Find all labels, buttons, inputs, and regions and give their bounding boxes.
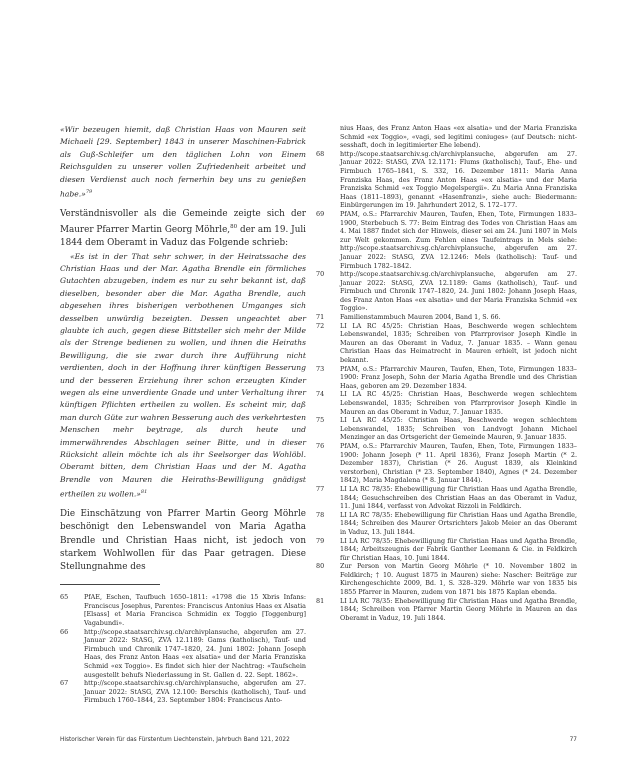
body-paragraph: Verständnisvoller als die Gemeinde zeigte sich der Maurer Pfarrer Martin Georg Möhrle,$^{80}$ der am 19. Juli 1844 dem Oberamt in Vaduz das Folgende schrieb: bbox=[60, 208, 306, 249]
footnote-number: 78 bbox=[316, 510, 325, 519]
footnote-ref: 79 bbox=[85, 189, 93, 196]
footnote-number: 70 bbox=[316, 270, 325, 279]
footnote-divider bbox=[60, 584, 160, 585]
footnote-text: LI LA RC 78/35: Ehebewilligung für Christian Haas und Agatha Brendle, 1844; Schreiben von Pfarrer Martin Georg Möhrle in Mauren an das Oberamt in Vaduz, 19. Juli 1844. bbox=[340, 596, 577, 622]
footnote-number: 75 bbox=[316, 416, 325, 425]
footnote-text: LI LA RC 45/25: Christian Haas, Beschwerde wegen schlechtem Lebenswandel, 1835; Schreiben von Landvogt Johann Michael Menzinger an das Ortsgericht der Gemeinde Mauren, 9. Januar 1835. bbox=[340, 416, 577, 442]
footnote-text: LI LA RC 78/35: Ehebewilligung für Christian Haas und Agatha Brendle, 1844; Schreiben des Maurer Ortsrichters Jakob Meier an das Oberamt in Vaduz, 13. Juli 1844. bbox=[340, 510, 577, 536]
footnote-number: 77 bbox=[316, 484, 325, 493]
body-paragraph: Die Einschätzung von Pfarrer Martin Georg Möhrle beschönigt den Lebenswandel von Maria Agatha Brendle und Christian Haas nicht, ist jedoch von starkem Wohlwollen für das Paar getragen. Diese Stellungnahme des bbox=[60, 509, 306, 572]
footnote bbox=[316, 270, 577, 313]
footnote-text: LI LA RC 45/25: Christian Haas, Beschwerde wegen schlechtem Lebenswandel, 1835; Schreiben von Pfarrprovisor Joseph Kindle in Mauren an das Oberamt in Vaduz, 7. Januar 1835. bbox=[340, 390, 577, 416]
footnote-text: PfAM, o.S.: Pfarrarchiv Mauren, Taufen, Ehen, Tote, Firmungen 1833–1900: Johann Joseph (* 11. April 1836), Franz Joseph Martin (* 2. Dezember 1837), Christian (* 26. August 1839, als Kleinkind verstorben), Christian (* 23. September 1840), Agnes (* 24. Dezember 1842), Maria Magdalena (* 8. Januar 1844). bbox=[340, 441, 577, 485]
footnote-number: 69 bbox=[316, 209, 325, 218]
footnote-number: 73 bbox=[316, 364, 325, 373]
footnote-text: PfAE, Eschen, Taufbuch 1650–1811: «1798 die 15 Xbris Infans: Franciscus Josephus, Parentes: Franciscus Antonius Haas ex Alsatia [Elsass] et Maria Franciscа Schmidin ex Toggio [Toggenburg] Vagabundi». bbox=[84, 593, 306, 627]
footnote-text: http://scope.staatsarchiv.sg.ch/archivplansuche, abgerufen am 27. Januar 2022: StASG, ZVA 12.1171: Flums (katholisch), Tauf-, Ehe- und Firmbuch 1765–1841, S. 332, 16. Dezember 1811: Maria Anna Franziska Haas, des Franz Anton Haas «ex alsatia» und der Maria Franziska Schmid «ex Toggio Megelspergii». Zu Maria Anna Franziska Haas (1811–1893), genannt «Hasenfranzi», siehe auch: Biedermann: Einbürgerungen im 19. Jahrhundert 2012, S. 172–177. bbox=[340, 149, 577, 210]
footnote-text: Zur Person von Martin Georg Möhrle (* 10. November 1802 in Feldkirch; † 10. August 1875 in Mauren) siehe: Nascher: Beiträge zur Kirchengeschichte 2009, Bd. 1, S. 328–329. Möhrle war von 1835 bis 1855 Pfarrer in Mauren, zudem von 1871 bis 1875 Kaplan ebenda. bbox=[340, 562, 577, 597]
footnote bbox=[316, 442, 577, 485]
footnote-ref: 80 bbox=[230, 224, 238, 231]
footnote bbox=[316, 537, 577, 563]
footnote-continuation: nius Haas, des Franz Anton Haas «ex alsatia» und der Maria Franziska Schmid «ex Toggio», «vagi, sed legitimi coniuges» (auf Deutsch: nicht-sesshaft, doch in legitimierter Ehe lebend). bbox=[340, 124, 577, 150]
footnote bbox=[316, 511, 577, 537]
footnotes-right bbox=[316, 150, 577, 623]
footnote-number: 74 bbox=[316, 390, 325, 399]
footnote bbox=[316, 562, 577, 596]
footnote bbox=[316, 322, 577, 365]
footnotes-left bbox=[60, 593, 306, 705]
footnote bbox=[316, 597, 577, 623]
footnote-number: 71 bbox=[316, 313, 325, 322]
right-column bbox=[316, 124, 577, 622]
footnote-number: 80 bbox=[316, 562, 325, 571]
footnote bbox=[316, 210, 577, 270]
footnote bbox=[316, 150, 577, 210]
footnote-text: http://scope.staatsarchiv.sg.ch/archivplansuche, abgerufen am 27. Januar 2022: StASG, ZVA 12.1189: Gams (katholisch), Tauf- und Firmbuch und Chronik 1747–1820, 24. Juni 1802: Johann Joseph Haas, des Franz Anton Haas «ex alsatia» und der Maria Franziska Schmid «ex Toggio». Es findet sich hier der Nachtrag: «Taufschein ausgestellt behufs Niederlassung in St. Gallen d. 22. Sept. 1862». bbox=[84, 627, 306, 679]
quote-work-certificate: «Wir bezeugen hiemit, daß Christian Haas von Mauren seit Michaeli [29. September] 1843 in unserer Maschinen-Fabrick als Guß-Schleifer um den täglichen Lohn von Einem Reichsgulden zu unserer vollen Zufriedenheit arbeitet und diesen Verdienst auch noch fernerhin bey uns zu genießen habe.»$^{79}$ bbox=[60, 125, 306, 199]
footnote-text: LI LA RC 78/35: Ehebewilligung für Christian Haas und Agatha Brendle, 1844; Arbeitszeugnis der Fabrik Ganther Leemann & Cie. in Feldkirch für Christian Haas, 10. Juni 1844. bbox=[340, 536, 577, 562]
footnote-number: 72 bbox=[316, 321, 325, 330]
footnote-number: 66 bbox=[60, 627, 69, 636]
footnote-number: 81 bbox=[316, 596, 325, 605]
footnote bbox=[316, 485, 577, 511]
footnote bbox=[316, 313, 577, 322]
footnote-text: Familienstammbuch Mauren 2004, Band 1, S. 66. bbox=[340, 313, 501, 322]
footnote-text: LI LA RC 78/35: Ehebewilligung für Christian Haas und Agatha Brendle, 1844; Gesuchschreiben des Christian Haas an das Oberamt in Vaduz, 11. Juni 1844, verfasst von Advokat Rizzoli in Feldkirch. bbox=[340, 484, 577, 511]
footnote-number: 76 bbox=[316, 441, 325, 450]
footnote-number: 68 bbox=[316, 149, 325, 158]
footnote-text: PfAM, o.S.: Pfarrarchiv Mauren, Taufen, Ehen, Tote, Firmungen 1833–1900, Sterbebuch S. 77: Beim Eintrag des Todes von Christian Haas am 4. Mai 1887 findet sich der Hinweis, dieser sei am 24. Juni 1807 in Mels zur Welt gekommen. Zum Fehlen eines Taufeintrags in Mels siehe: http://scope.staatsarchiv.sg.ch/archivplansuche, abgerufen am 27. Januar 2022: StASG, ZVA 12.1246: Mels (katholisch): Tauf- und Firmbuch 1782–1842. bbox=[340, 209, 577, 270]
footnote-number: 65 bbox=[60, 593, 69, 602]
journal-title: Historischer Verein für das Fürstentum Liechtenstein, Jahrbuch Band 121, 2022 bbox=[60, 737, 290, 743]
footnote-text: LI LA RC 45/25: Christian Haas, Beschwerde wegen schlechtem Lebenswandel, 1835; Schreiben von Pfarrprovisor Joseph Kindle in Mauren an das Oberamt in Vaduz, 7. Januar 1835. – Wann genau Christian Haas das Heimatrecht in Mauren erhielt, ist jedoch nicht bekannt. bbox=[340, 321, 577, 365]
footnote-text: http://scope.staatsarchiv.sg.ch/archivplansuche, abgerufen am 27. Januar 2022: StASG, ZVA 12.100: Berschis (katholisch), Tauf- und Firmbuch 1760–1844, 23. September 1804: Franciscus Anto- bbox=[84, 679, 306, 705]
footnote bbox=[316, 390, 577, 416]
footnote bbox=[60, 628, 306, 680]
page-footer bbox=[60, 737, 577, 743]
quote-pastor-letter: «Es ist in der That sehr schwer, in der Heiratssache des Christian Haas und der Mar. Agatha Brendle ein förmliches Gutachten abzugeben, indem es nur zu sehr bekannt ist, daß dieselben, besonder aber die Mar. Agatha Brendle, auch abgesehen ihres bisherigen verbothenen Umganges sich desselben unwürdig bezeigten. Dessen ungeachtet aber glaubte ich auch, gegen diese Bittsteller sich mehr der Milde als der Strenge bedienen zu wollen, und ihnen die Heiraths Bewilligung, die sie zwar durch ihre Aufführung nicht verdienten, doch in der Hoffnung ihrer künftigen Besserung und der besseren Erziehung ihrer schon erzeugten Kinder wegen als eine unverdiente Gnade und unter Verhaltung ihrer künftigen Pflichten ertheilen zu wollen. Es scheint mir, daß man durch Güte zur wahren Besserung auch des verkehrtesten Menschen mehr beytrage, als durch heute und immerwährendes Abschlagen seiner Bitte, und in dieser Rücksicht allein möchte ich als ihr Seelsorger das Wohlöbl. Oberamt bitten, dem Christian Haas und der M. Agatha Brendle von Mauren die Heiraths-Bewilligung gnädigst ertheilen zu wollen.»$^{81}$ bbox=[60, 251, 306, 499]
footnote bbox=[316, 365, 577, 391]
footnote-number: 79 bbox=[316, 536, 325, 545]
footnote bbox=[60, 593, 306, 627]
footnote-number: 67 bbox=[60, 679, 69, 688]
footnote bbox=[60, 679, 306, 705]
footnote bbox=[316, 416, 577, 442]
page-number: 77 bbox=[569, 737, 577, 743]
left-column bbox=[60, 124, 306, 705]
footnote-ref: 81 bbox=[140, 489, 148, 496]
footnote-text: PfAM, o.S.: Pfarrarchiv Mauren, Taufen, Ehen, Tote, Firmungen 1833–1900: Franz Joseph, Sohn der Maria Agatha Brendle und des Christian Haas, geboren am 29. Dezember 1834. bbox=[340, 364, 577, 390]
footnote-text: http://scope.staatsarchiv.sg.ch/archivplansuche, abgerufen am 27. Januar 2022: StASG, ZVA 12.1189: Gams (katholisch), Tauf- und Firmbuch und Chronik 1747–1820, 24. Juni 1802: Johann Joseph Haas, des Franz Anton Haas «ex alsatia» und der Maria Franziska Schmid «ex Toggio». bbox=[340, 270, 577, 313]
